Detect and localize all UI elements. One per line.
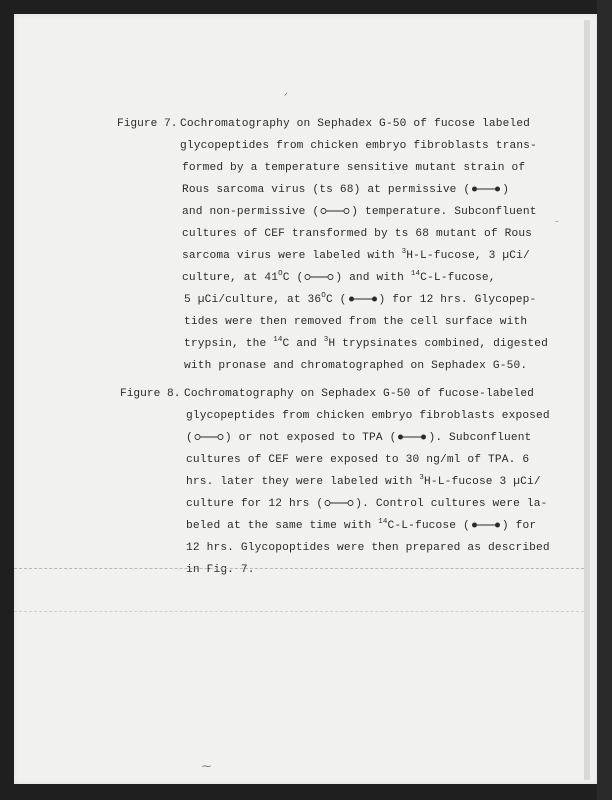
open-circle-line-symbol [304, 273, 334, 281]
page-edge-strip [584, 20, 590, 780]
caption-line: beled at the same time with $^{14}$C-L-fucose ( ) for [186, 518, 537, 532]
caption-line: 12 hrs. Glycopoptides were then prepared as described [186, 542, 550, 554]
figure-7-label: Figure 7. [117, 118, 178, 130]
scan-artifact-line [14, 611, 589, 613]
caption-line: with pronase and chromatographed on Sephadex G-50. [184, 360, 528, 372]
open-circle-line-symbol [320, 207, 350, 215]
filled-circle-line-symbol [471, 521, 501, 529]
caption-line: and non-permissive ( ) temperature. Subconfluent [182, 206, 537, 218]
caption-line: hrs. later they were labeled with $^3$H-L-fucose 3 µCi/ [186, 474, 541, 488]
open-circle-line-symbol [194, 433, 224, 441]
caption-line: culture for 12 hrs ( ). Control cultures were la- [186, 498, 548, 510]
caption-line: cultures of CEF transformed by ts 68 mutant of Rous [182, 228, 533, 240]
filled-circle-line-symbol [471, 185, 501, 193]
caption-line: tides were then removed from the cell surface with [184, 316, 528, 328]
caption-line: glycopeptides from chicken embryo fibroblasts trans- [180, 140, 537, 152]
document-page [14, 14, 597, 784]
caption-line: Cochromatography on Sephadex G-50 of fucose-labeled [184, 388, 535, 400]
scan-border [597, 0, 612, 800]
caption-line: cultures of CEF were exposed to 30 ng/ml of TPA. 6 [186, 454, 530, 466]
scan-speck: ⁓ [202, 762, 211, 772]
open-circle-line-symbol [324, 499, 354, 507]
scan-speck: ᐟ [284, 92, 288, 102]
caption-line: Cochromatography on Sephadex G-50 of fucose labeled [180, 118, 531, 130]
filled-circle-line-symbol [348, 295, 378, 303]
scan-artifact-line [14, 568, 589, 570]
figure-8-label: Figure 8. [120, 388, 181, 400]
caption-line: 5 µCi/culture, at $36^OC$ ( ) for 12 hrs. Glycopep- [184, 292, 537, 306]
scan-speck: ⁻ [554, 219, 560, 229]
caption-line: ( ) or not exposed to TPA ( ). Subconfluent [186, 432, 532, 444]
caption-line: glycopeptides from chicken embryo fibroblasts exposed [186, 410, 550, 422]
caption-line: sarcoma virus were labeled with $^3$H-L-fucose, 3 µCi/ [182, 248, 530, 262]
caption-line: in Fig. 7. [186, 564, 255, 576]
caption-line: Rous sarcoma virus (ts 68) at permissive ( ) [182, 184, 510, 196]
filled-circle-line-symbol [397, 433, 427, 441]
caption-line: formed by a temperature sensitive mutant strain of [182, 162, 526, 174]
caption-line: trypsin, the $^{14}$C and $^3$H trypsinates combined, digested [184, 336, 549, 350]
caption-line: culture, at $41^OC$ ( ) and with $^{14}$C-L-fucose, [182, 270, 496, 284]
